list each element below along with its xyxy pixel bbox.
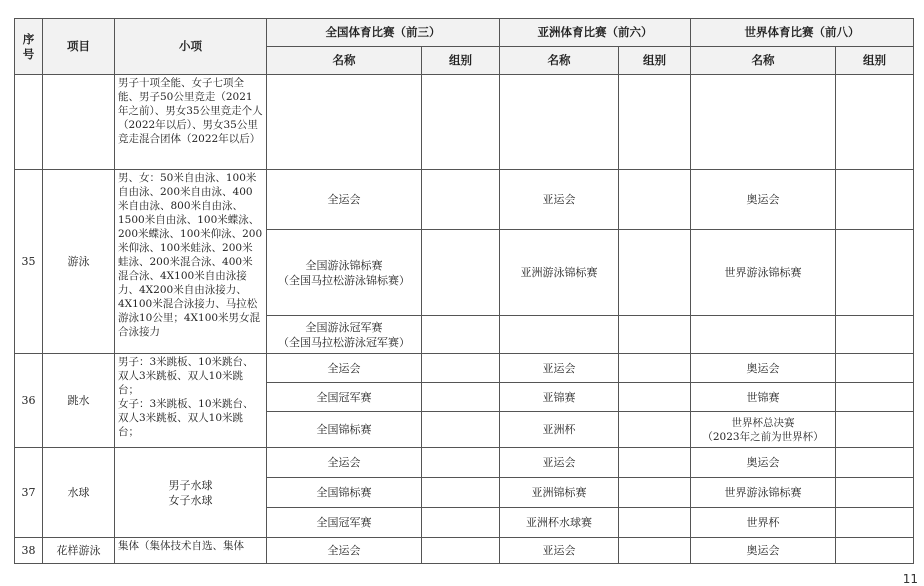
header-world-group: 组别 xyxy=(836,47,914,75)
asian-name-cell: 亚洲杯 xyxy=(500,412,619,448)
world-name-cell: 世界杯 xyxy=(691,508,836,538)
event-cell: 水球 xyxy=(43,448,115,538)
national-group-cell xyxy=(422,412,500,448)
national-name-cell: 全运会 xyxy=(267,538,422,564)
header-asian-name: 名称 xyxy=(500,47,619,75)
national-group-cell xyxy=(422,316,500,354)
asian-group-cell xyxy=(619,448,691,478)
header-row-1 xyxy=(15,19,914,47)
world-name-cell: 世界杯总决赛 （2023年之前为世界杯） xyxy=(691,412,836,448)
asian-group-cell xyxy=(619,412,691,448)
event-cell xyxy=(43,75,115,170)
asian-name-cell: 亚洲游泳锦标赛 xyxy=(500,230,619,316)
header-national-group: 组别 xyxy=(422,47,500,75)
subitems-cell: 男子十项全能、女子七项全能、男子50公里竞走（2021年之前）、男女35公里竞走个人（2022年以后）、男女35公里竞走混合团体（2022年以后） xyxy=(115,75,267,170)
asian-name-cell: 亚运会 xyxy=(500,448,619,478)
seq-cell xyxy=(15,75,43,170)
world-group-cell xyxy=(836,230,914,316)
world-group-cell xyxy=(836,448,914,478)
page-number: 11 xyxy=(902,572,918,586)
asian-name-cell xyxy=(500,75,619,170)
world-name-cell: 世界游泳锦标赛 xyxy=(691,478,836,508)
seq-cell: 36 xyxy=(15,354,43,448)
national-name-cell: 全国锦标赛 xyxy=(267,478,422,508)
header-asian-group: 组别 xyxy=(619,47,691,75)
world-group-cell xyxy=(836,316,914,354)
asian-group-cell xyxy=(619,354,691,383)
subitems-cell: 男子：3米跳板、10米跳台、双人3米跳板、双人10米跳台； 女子：3米跳板、10米跳台、双人3米跳板、双人10米跳台； xyxy=(115,354,267,448)
competition-table xyxy=(14,18,914,564)
world-name-cell: 世界游泳锦标赛 xyxy=(691,230,836,316)
national-name-cell: 全国游泳冠军赛 （全国马拉松游泳冠军赛） xyxy=(267,316,422,354)
table-row xyxy=(15,538,914,564)
header-subitems: 小项 xyxy=(115,19,267,75)
header-world: 世界体育比赛（前八） xyxy=(691,19,914,47)
asian-group-cell xyxy=(619,478,691,508)
header-world-name: 名称 xyxy=(691,47,836,75)
subitems-cell: 集体（集体技术自选、集体 xyxy=(115,538,267,564)
world-group-cell xyxy=(836,478,914,508)
event-cell: 跳水 xyxy=(43,354,115,448)
national-name-cell xyxy=(267,75,422,170)
asian-name-cell: 亚洲杯水球赛 xyxy=(500,508,619,538)
national-group-cell xyxy=(422,75,500,170)
seq-cell: 35 xyxy=(15,170,43,354)
national-name-cell: 全国冠军赛 xyxy=(267,508,422,538)
world-name-cell: 奥运会 xyxy=(691,448,836,478)
world-name-cell: 奥运会 xyxy=(691,170,836,230)
national-name-cell: 全国锦标赛 xyxy=(267,412,422,448)
asian-name-cell: 亚洲锦标赛 xyxy=(500,478,619,508)
national-group-cell xyxy=(422,508,500,538)
world-name-cell: 世锦赛 xyxy=(691,383,836,412)
header-asian: 亚洲体育比赛（前六） xyxy=(500,19,691,47)
asian-group-cell xyxy=(619,230,691,316)
seq-cell: 37 xyxy=(15,448,43,538)
asian-group-cell xyxy=(619,383,691,412)
world-name-cell xyxy=(691,316,836,354)
national-name-cell: 全运会 xyxy=(267,170,422,230)
national-group-cell xyxy=(422,383,500,412)
table-row xyxy=(15,170,914,230)
national-group-cell xyxy=(422,230,500,316)
subitems-cell: 男、女：50米自由泳、100米自由泳、200米自由泳、400米自由泳、800米自由泳、1500米自由泳、100米蝶泳、200米蝶泳、100米仰泳、200米仰泳、100米蛙泳、200米蛙泳、200米混合泳、400米混合泳、4X100米自由泳接力、4X200米自由泳接力、4X100米混合泳接力、马拉松游泳10公里；4X100米男女混合泳接力 xyxy=(115,170,267,354)
asian-name-cell xyxy=(500,316,619,354)
world-name-cell: 奥运会 xyxy=(691,354,836,383)
asian-group-cell xyxy=(619,170,691,230)
header-event: 项目 xyxy=(43,19,115,75)
national-group-cell xyxy=(422,448,500,478)
asian-group-cell xyxy=(619,508,691,538)
header-national: 全国体育比赛（前三） xyxy=(267,19,500,47)
seq-cell: 38 xyxy=(15,538,43,564)
world-group-cell xyxy=(836,412,914,448)
national-name-cell: 全国冠军赛 xyxy=(267,383,422,412)
world-name-cell xyxy=(691,75,836,170)
national-group-cell xyxy=(422,170,500,230)
national-name-cell: 全运会 xyxy=(267,448,422,478)
world-group-cell xyxy=(836,170,914,230)
asian-group-cell xyxy=(619,316,691,354)
asian-name-cell: 亚运会 xyxy=(500,538,619,564)
world-group-cell xyxy=(836,354,914,383)
world-group-cell xyxy=(836,508,914,538)
national-group-cell xyxy=(422,354,500,383)
world-group-cell xyxy=(836,75,914,170)
asian-name-cell: 亚锦赛 xyxy=(500,383,619,412)
world-name-cell: 奥运会 xyxy=(691,538,836,564)
national-name-cell: 全国游泳锦标赛 （全国马拉松游泳锦标赛） xyxy=(267,230,422,316)
asian-group-cell xyxy=(619,538,691,564)
national-name-cell: 全运会 xyxy=(267,354,422,383)
world-group-cell xyxy=(836,383,914,412)
table-row xyxy=(15,75,914,170)
asian-name-cell: 亚运会 xyxy=(500,354,619,383)
national-group-cell xyxy=(422,538,500,564)
table-row xyxy=(15,354,914,383)
header-national-name: 名称 xyxy=(267,47,422,75)
asian-name-cell: 亚运会 xyxy=(500,170,619,230)
subitems-cell: 男子水球 女子水球 xyxy=(115,448,267,538)
table-row xyxy=(15,448,914,478)
national-group-cell xyxy=(422,478,500,508)
event-cell: 花样游泳 xyxy=(43,538,115,564)
world-group-cell xyxy=(836,538,914,564)
event-cell: 游泳 xyxy=(43,170,115,354)
header-seq: 序号 xyxy=(15,19,43,75)
asian-group-cell xyxy=(619,75,691,170)
